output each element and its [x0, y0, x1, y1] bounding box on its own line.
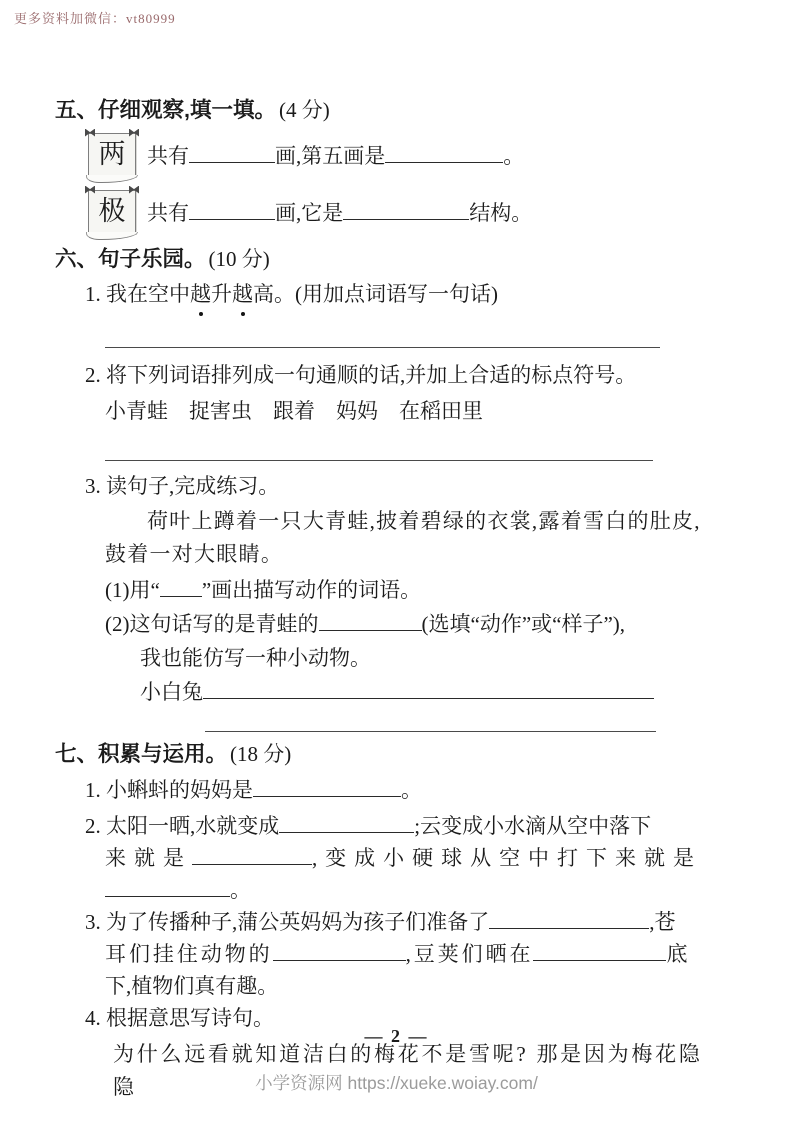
- section-six-score: (10 分): [208, 247, 270, 271]
- words-to-arrange: 小青蛙 捉害虫 跟着 妈妈 在稻田里: [105, 399, 483, 423]
- question-segment: 2. 太阳一晒,水就变成: [85, 814, 280, 838]
- page-number: — 2 —: [364, 1026, 429, 1046]
- section-five-score: (4 分): [278, 98, 330, 122]
- footer-watermark: [0, 1070, 793, 1095]
- pushpin-icon: [85, 186, 95, 194]
- question-text: [85, 810, 705, 842]
- answer-blank: [105, 879, 230, 897]
- pushpin-icon: [85, 129, 95, 137]
- answer-blank: [385, 145, 503, 163]
- reading-passage: 为什么远看就知道洁白的梅花不是雪呢? 那是因为梅花隐隐: [113, 1042, 703, 1099]
- question-segment: 共有: [147, 200, 189, 225]
- answer-blank: [189, 145, 275, 163]
- question-segment: (选填“动作”或“样子”),: [421, 612, 626, 636]
- question-text: 2. 将下列词语排列成一句通顺的话,并加上合适的标点符号。: [85, 363, 637, 387]
- question-segment: 1. 我在空中: [85, 282, 190, 306]
- question-text: [140, 677, 705, 707]
- footer-site-url[interactable]: https://xueke.woiay.com/: [347, 1073, 538, 1093]
- question-text: 下,植物们真有趣。: [105, 974, 279, 998]
- question-segment: 。: [401, 778, 422, 802]
- answer-blank: [203, 681, 654, 699]
- question-segment: 3. 为了传播种子,蒲公英妈妈为孩子们准备了: [85, 910, 490, 934]
- answer-line: [205, 731, 656, 732]
- question-text: 3. 读句子,完成练习。: [85, 474, 280, 498]
- emphasized-char: 越: [190, 279, 211, 309]
- answer-blank: [279, 815, 414, 833]
- question-segment: ,苍: [649, 910, 676, 934]
- wechat-watermark: 更多资料加微信：vt80999: [14, 11, 176, 26]
- pushpin-icon: [129, 129, 139, 137]
- question-text: [85, 906, 705, 938]
- question-segment: 1. 小蝌蚪的妈妈是: [85, 778, 253, 802]
- character-glyph: 极: [98, 196, 126, 226]
- footer-site-name: 小学资源网: [255, 1073, 343, 1093]
- question-segment: 升: [211, 282, 232, 306]
- question-segment: 底: [666, 942, 691, 966]
- answer-blank: [489, 911, 649, 929]
- section-six-title: 六、句子乐园。: [55, 247, 206, 271]
- question-segment: 来就是: [105, 846, 192, 870]
- answer-blank: [189, 202, 275, 220]
- question-text: [105, 575, 705, 605]
- answer-blank: [192, 847, 312, 865]
- question-text: [147, 140, 524, 170]
- answer-blank: [533, 943, 666, 961]
- question-segment: ,豆荚们晒在: [405, 942, 534, 966]
- answer-line: [105, 460, 653, 461]
- question-segment: (2)这句话写的是青蛙的: [105, 612, 319, 636]
- question-segment: 共有: [147, 143, 189, 168]
- answer-blank: [273, 943, 406, 961]
- stroke-question-row: [88, 188, 705, 235]
- question-text: 我也能仿写一种小动物。: [140, 646, 371, 670]
- section-five-title: 五、仔细观察,填一填。: [55, 98, 276, 122]
- section-seven-score: (18 分): [230, 742, 292, 766]
- character-card: [88, 133, 136, 177]
- character-card: [88, 190, 136, 234]
- question-segment: 结构。: [469, 200, 533, 225]
- answer-blank: [319, 613, 422, 631]
- question-text: 4. 根据意思写诗句。: [85, 1006, 274, 1030]
- question-segment: 画,它是: [275, 200, 344, 225]
- question-text: [105, 874, 705, 906]
- question-text: [105, 938, 705, 970]
- page-curl: [86, 232, 138, 240]
- question-segment: ,变成小硬球从空中打下来就是: [311, 846, 702, 870]
- emphasized-char: 越: [232, 279, 253, 309]
- question-segment: (1)用“: [105, 578, 160, 602]
- character-glyph: 两: [98, 139, 126, 169]
- page-curl: [86, 175, 138, 183]
- question-segment: 。: [230, 878, 251, 902]
- question-text: [85, 774, 705, 806]
- section-seven-title: 七、积累与运用。: [55, 742, 228, 766]
- section-five-heading: [55, 96, 705, 124]
- section-five: [55, 96, 705, 235]
- stroke-question-row: [88, 131, 705, 178]
- section-seven: [55, 740, 705, 1104]
- section-six-heading: [55, 245, 705, 273]
- question-segment: ;云变成小水滴从空中落下: [414, 814, 652, 838]
- question-text: [147, 197, 532, 227]
- section-six: [55, 245, 705, 732]
- answer-line: [105, 347, 660, 348]
- answer-blank: [343, 202, 469, 220]
- question-segment: 高。(用加点词语写一句话): [253, 282, 498, 306]
- answer-blank: [253, 779, 401, 797]
- question-segment: 画,第五画是: [275, 143, 386, 168]
- question-text: [105, 609, 705, 639]
- question-text: [85, 279, 705, 309]
- answer-blank: [160, 579, 202, 597]
- question-segment: 。: [503, 143, 525, 168]
- question-text: [105, 842, 705, 874]
- question-segment: 耳们挂住动物的: [105, 942, 273, 966]
- section-seven-heading: [55, 740, 705, 768]
- question-segment: ”画出描写动作的词语。: [201, 578, 422, 602]
- question-segment: 小白兔: [140, 680, 203, 704]
- reading-passage: 荷叶上蹲着一只大青蛙,披着碧绿的衣裳,露着雪白的肚皮,鼓着一对大眼睛。: [105, 509, 701, 566]
- paper-content: [55, 96, 705, 1106]
- pushpin-icon: [129, 186, 139, 194]
